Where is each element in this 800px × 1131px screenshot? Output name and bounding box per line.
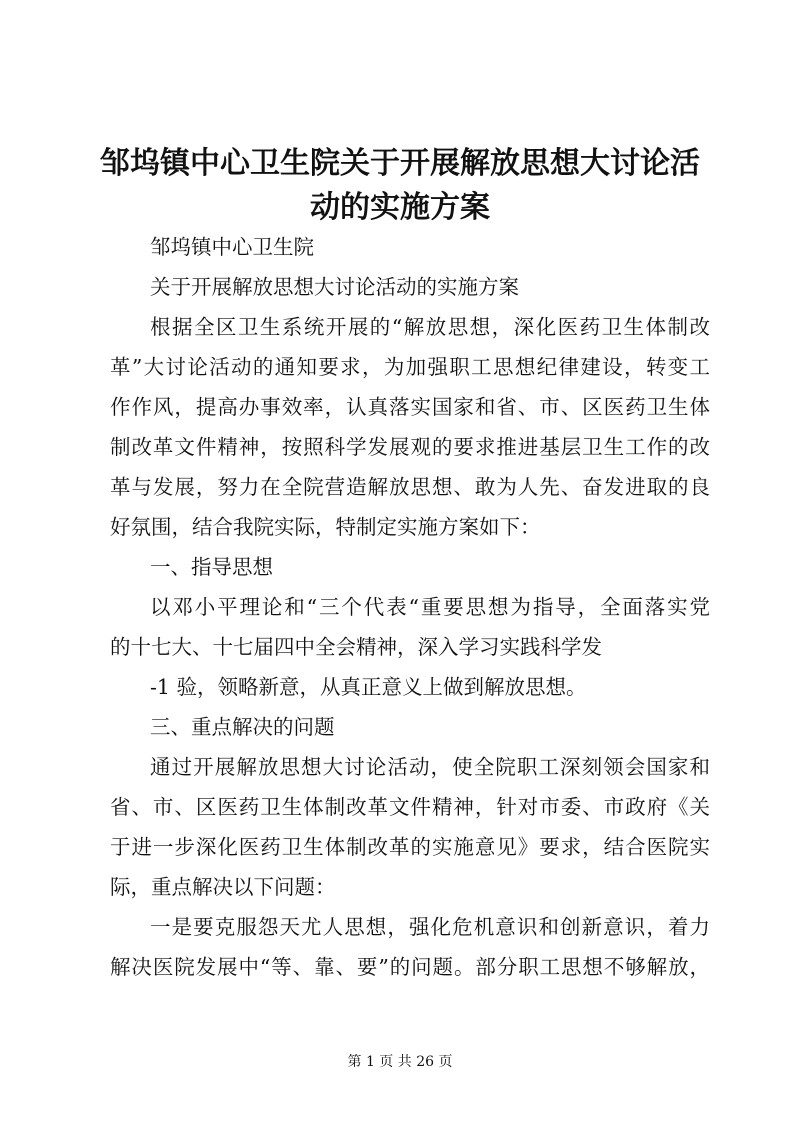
paragraph-line: 制改革文件精神，按照科学发展观的要求推进基层卫生工作的改 xyxy=(110,435,710,459)
document-title-line-1: 邹坞镇中心卫生院关于开展解放思想大讨论活 xyxy=(100,146,700,181)
section-heading: 一、指导思想 xyxy=(150,555,273,579)
paragraph-line: 根据全区卫生系统开展的“解放思想，深化医药卫生体制改 xyxy=(150,315,710,339)
paragraph-line: -1 验，领略新意，从真正意义上做到解放思想。 xyxy=(150,675,587,699)
paragraph-line: 作作风，提高办事效率，认真落实国家和省、市、区医药卫生体 xyxy=(110,395,710,419)
paragraph-line: 一是要克服怨天尤人思想，强化危机意识和创新意识，着力 xyxy=(150,915,710,939)
paragraph-line: 通过开展解放思想大讨论活动，使全院职工深刻领会国家和 xyxy=(150,755,710,779)
section-heading: 三、重点解决的问题 xyxy=(150,715,335,739)
page-number-footer: 第 1 页 共 26 页 xyxy=(347,1054,453,1070)
paragraph-line: 革”大讨论活动的通知要求，为加强职工思想纪律建设，转变工 xyxy=(110,355,710,379)
paragraph-line: 好氛围，结合我院实际，特制定实施方案如下： xyxy=(110,515,541,539)
document-subtitle: 关于开展解放思想大讨论活动的实施方案 xyxy=(150,275,519,299)
paragraph-line: 解决医院发展中“等、靠、要”的问题。部分职工思想不够解放， xyxy=(110,955,710,979)
paragraph-line: 革与发展，努力在全院营造解放思想、敢为人先、奋发进取的良 xyxy=(110,475,710,499)
paragraph-line: 省、市、区医药卫生体制改革文件精神，针对市委、市政府《关 xyxy=(110,795,710,819)
paragraph-line: 以邓小平理论和“三个代表“重要思想为指导，全面落实党 xyxy=(150,595,710,619)
document-title-line-2: 动的实施方案 xyxy=(310,190,490,225)
paragraph-line: 际，重点解决以下问题： xyxy=(110,875,336,899)
organization-name: 邹坞镇中心卫生院 xyxy=(150,235,314,259)
paragraph-line: 于进一步深化医药卫生体制改革的实施意见》要求，结合医院实 xyxy=(110,835,710,859)
paragraph-line: 的十七大、十七届四中全会精神，深入学习实践科学发 xyxy=(110,635,602,659)
